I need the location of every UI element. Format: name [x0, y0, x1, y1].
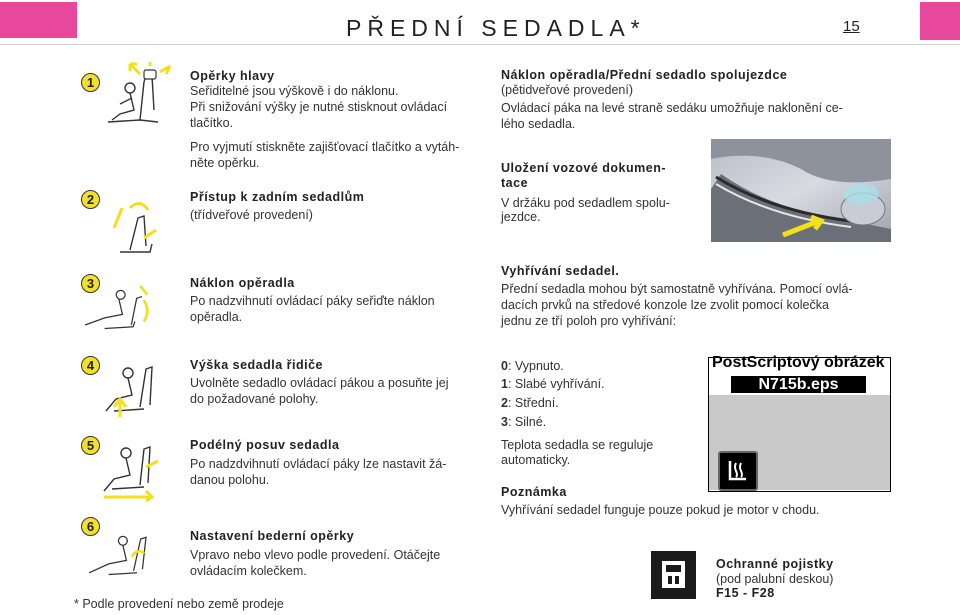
- headrest-line-5: něte opěrku.: [190, 156, 260, 170]
- headrest-line-3: tlačítko.: [190, 116, 234, 130]
- page-title: PŘEDNÍ SEDADLA*: [346, 15, 646, 41]
- note-heading: Poznámka: [501, 485, 567, 499]
- passenger-tilt-heading: Náklon opěradla/Přední sedadlo spolujezdce: [501, 68, 788, 82]
- temperature-line-1: Teplota sedadla se reguluje: [501, 438, 654, 452]
- heating-line-1: Přední sedadla mohou být samostatně vyhřívána. Pomocí ovlá-: [501, 282, 853, 296]
- fuse-box-icon: [651, 551, 696, 599]
- seat-height-heading: Výška sedadla řidiče: [190, 358, 323, 372]
- fuses-subtitle: (pod palubní deskou): [716, 572, 834, 586]
- headrest-seat-illustration: [100, 62, 180, 132]
- heat-level-1: 1: Slabé vyhřívání.: [501, 377, 605, 391]
- passenger-tilt-line-2: lého sedadla.: [501, 117, 576, 131]
- backrest-tilt-heading: Náklon opěradla: [190, 276, 295, 290]
- heating-line-2: dacích prvků na středové konzole lze zvolit pomocí kolečka: [501, 298, 829, 312]
- item-number-1: 1: [81, 73, 100, 92]
- item-number-4: 4: [81, 356, 100, 375]
- backrest-tilt-line-1: Po nadzvihnutí ovládací páky seřiďte náklon: [190, 294, 435, 308]
- lumbar-seat-illustration: [82, 520, 162, 590]
- backrest-tilt-line-2: opěradla.: [190, 310, 243, 324]
- rear-access-line-1: (třídveřové provedení): [190, 208, 313, 222]
- seat-slide-line-1: Po nadzdvihnutí ovládací páky lze nastavit žá-: [190, 457, 447, 471]
- fuses-code: F15 - F28: [716, 586, 775, 600]
- seat-slide-heading: Podélný posuv sedadla: [190, 438, 340, 452]
- header-accent-right: [920, 2, 960, 40]
- seat-height-illustration: [100, 354, 180, 424]
- page-number: 15: [843, 18, 860, 35]
- passenger-tilt-line-1: Ovládací páka na levé straně sedáku umožňuje naklonění ce-: [501, 101, 843, 115]
- documents-line-2: jezdce.: [501, 210, 541, 224]
- seat-slide-line-2: danou polohu.: [190, 473, 270, 487]
- seat-heating-button-icon: [718, 451, 758, 491]
- documents-heading-1: Uložení vozové dokumen-: [501, 161, 666, 175]
- seat-height-line-2: do požadované polohy.: [190, 392, 319, 406]
- header-accent-left: [0, 2, 77, 38]
- heat-level-2: 2: Střední.: [501, 396, 559, 410]
- headrest-line-4: Pro vyjmutí stiskněte zajišťovací tlačítko a vytáh-: [190, 140, 460, 154]
- headrest-line-2: Při snižování výšky je nutné stisknout ovládací: [190, 100, 448, 114]
- footnote: * Podle provedení nebo země prodeje: [74, 597, 284, 611]
- headrest-line-1: Seřiditelné jsou výškově i do náklonu.: [190, 84, 399, 98]
- note-text: Vyhřívání sedadel funguje pouze pokud je motor v chodu.: [501, 503, 820, 517]
- folding-seat-illustration: [100, 195, 180, 265]
- documents-line-1: V držáku pod sedadlem spolu-: [501, 196, 670, 210]
- heating-heading: Vyhřívání sedadel.: [501, 264, 620, 278]
- lumbar-line-2: ovládacím kolečkem.: [190, 564, 307, 578]
- backrest-tilt-seat-illustration: [78, 274, 158, 344]
- temperature-line-2: automaticky.: [501, 453, 571, 467]
- headrest-heading: Opěrky hlavy: [190, 69, 275, 83]
- item-number-6: 6: [81, 517, 100, 536]
- item-number-5: 5: [81, 436, 100, 455]
- heat-level-3: 3: Silné.: [501, 415, 547, 429]
- fuses-title: Ochranné pojistky: [716, 557, 834, 571]
- document-holder-photo: [711, 139, 891, 242]
- item-number-2: 2: [81, 190, 100, 209]
- heating-line-3: jednu ze tří poloh pro vyhřívání:: [501, 314, 677, 328]
- lumbar-heading: Nastavení bederní opěrky: [190, 529, 355, 543]
- header-divider: [0, 44, 960, 45]
- placeholder-filename: N715b.eps: [731, 376, 866, 393]
- placeholder-label: PostScriptový obrázek: [712, 354, 885, 371]
- documents-heading-2: tace: [501, 176, 529, 190]
- seat-height-line-1: Uvolněte sedadlo ovládací pákou a posuňte jej: [190, 376, 449, 390]
- item-number-3: 3: [81, 274, 100, 293]
- rear-access-heading: Přístup k zadním sedadlům: [190, 190, 365, 204]
- seat-slide-illustration: [100, 436, 180, 506]
- heat-level-0: 0: Vypnuto.: [501, 359, 564, 373]
- passenger-tilt-sub: (pětidveřové provedení): [501, 83, 634, 97]
- lumbar-line-1: Vpravo nebo vlevo podle provedení. Otáčejte: [190, 548, 441, 562]
